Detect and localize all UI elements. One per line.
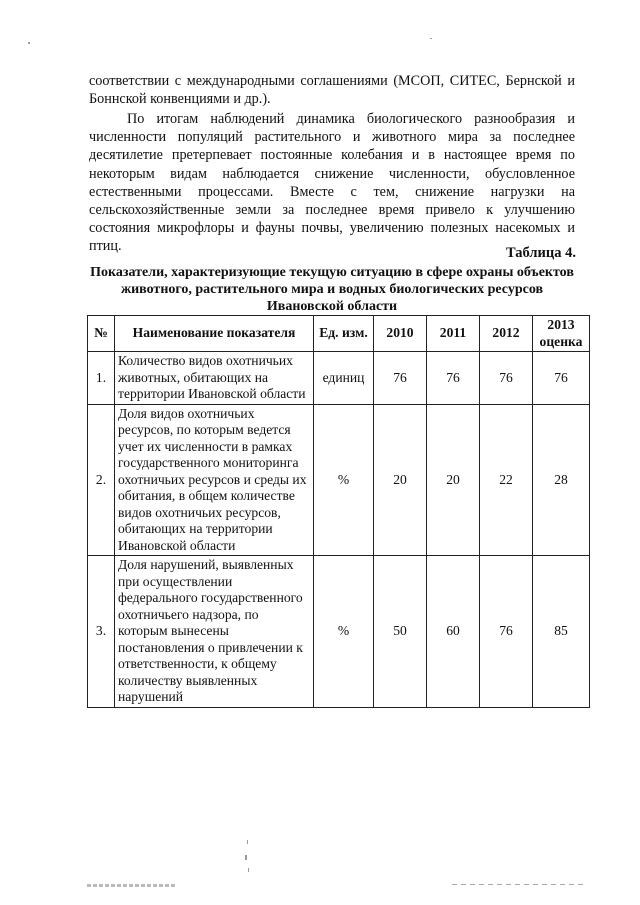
row-2013: 76 [533,352,590,405]
row-2011: 76 [427,352,480,405]
header-2010: 2010 [374,316,427,352]
row-num: 2. [88,404,115,556]
scan-speck [28,42,30,44]
row-2012: 76 [480,556,533,708]
row-2013: 85 [533,556,590,708]
row-2010: 76 [374,352,427,405]
table-header-row [88,316,590,352]
row-num: 3. [88,556,115,708]
footer-dashed-line [452,884,587,885]
row-name: Доля нарушений, выявленных при осуществлении федерального государственного охотничьего надзора, по которым вынесены постановления о привлечении к ответственности, к общему количеству выявленных нарушений [115,556,314,708]
footer-scan-mark [87,884,177,887]
header-2012: 2012 [480,316,533,352]
table-title: Показатели, характеризующие текущую ситуацию в сфере охраны объектов животного, растительного мира и водных биологических ресурсов Ивановской области [90,265,574,314]
row-2010: 50 [374,556,427,708]
row-unit: единиц [314,352,374,405]
paragraph-biodiversity: По итогам наблюдений динамика биологического разнообразия и численности популяций растительного и животного мира за последнее десятилетие претерпевает постоянные колебания и в настоящее время по некоторым видам наблюдается снижение численности, обусловленное естественными процессами. Вместе с тем, снижение нагрузки на сельскохозяйственные земли за последнее время привело к улучшению состояния микрофлоры и фауны почвы, увеличению полезных насекомых и птиц. [89,111,575,255]
header-name: Наименование показателя [115,316,314,352]
header-2013: 2013 оценка [533,316,590,352]
row-2010: 20 [374,404,427,556]
paragraph-continuation: соответствии с международными соглашениями (МСОП, СИТЕС, Бернской и Боннской конвенциями и др.). [89,73,575,108]
scan-speck [430,38,432,39]
indicators-table [87,315,590,708]
row-2013: 28 [533,404,590,556]
header-num: № [88,316,115,352]
table-label: Таблица 4. [505,245,576,261]
table-row [88,404,590,556]
row-name: Доля видов охотничьих ресурсов, по которым ведется учет их численности в рамках государственного мониторинга охотничьих ресурсов и среды их обитания, в общем количестве видов охотничьих ресурсов, обитающих на территории Ивановской области [115,404,314,556]
row-unit: % [314,404,374,556]
table-row [88,556,590,708]
row-unit: % [314,556,374,708]
row-2012: 22 [480,404,533,556]
scan-speck [248,868,249,872]
header-unit: Ед. изм. [314,316,374,352]
scan-speck [247,840,248,844]
row-name: Количество видов охотничьих животных, обитающих на территории Ивановской области [115,352,314,405]
table-row [88,352,590,405]
row-2012: 76 [480,352,533,405]
row-2011: 20 [427,404,480,556]
row-num: 1. [88,352,115,405]
header-2011: 2011 [427,316,480,352]
scan-speck [245,855,247,860]
row-2011: 60 [427,556,480,708]
